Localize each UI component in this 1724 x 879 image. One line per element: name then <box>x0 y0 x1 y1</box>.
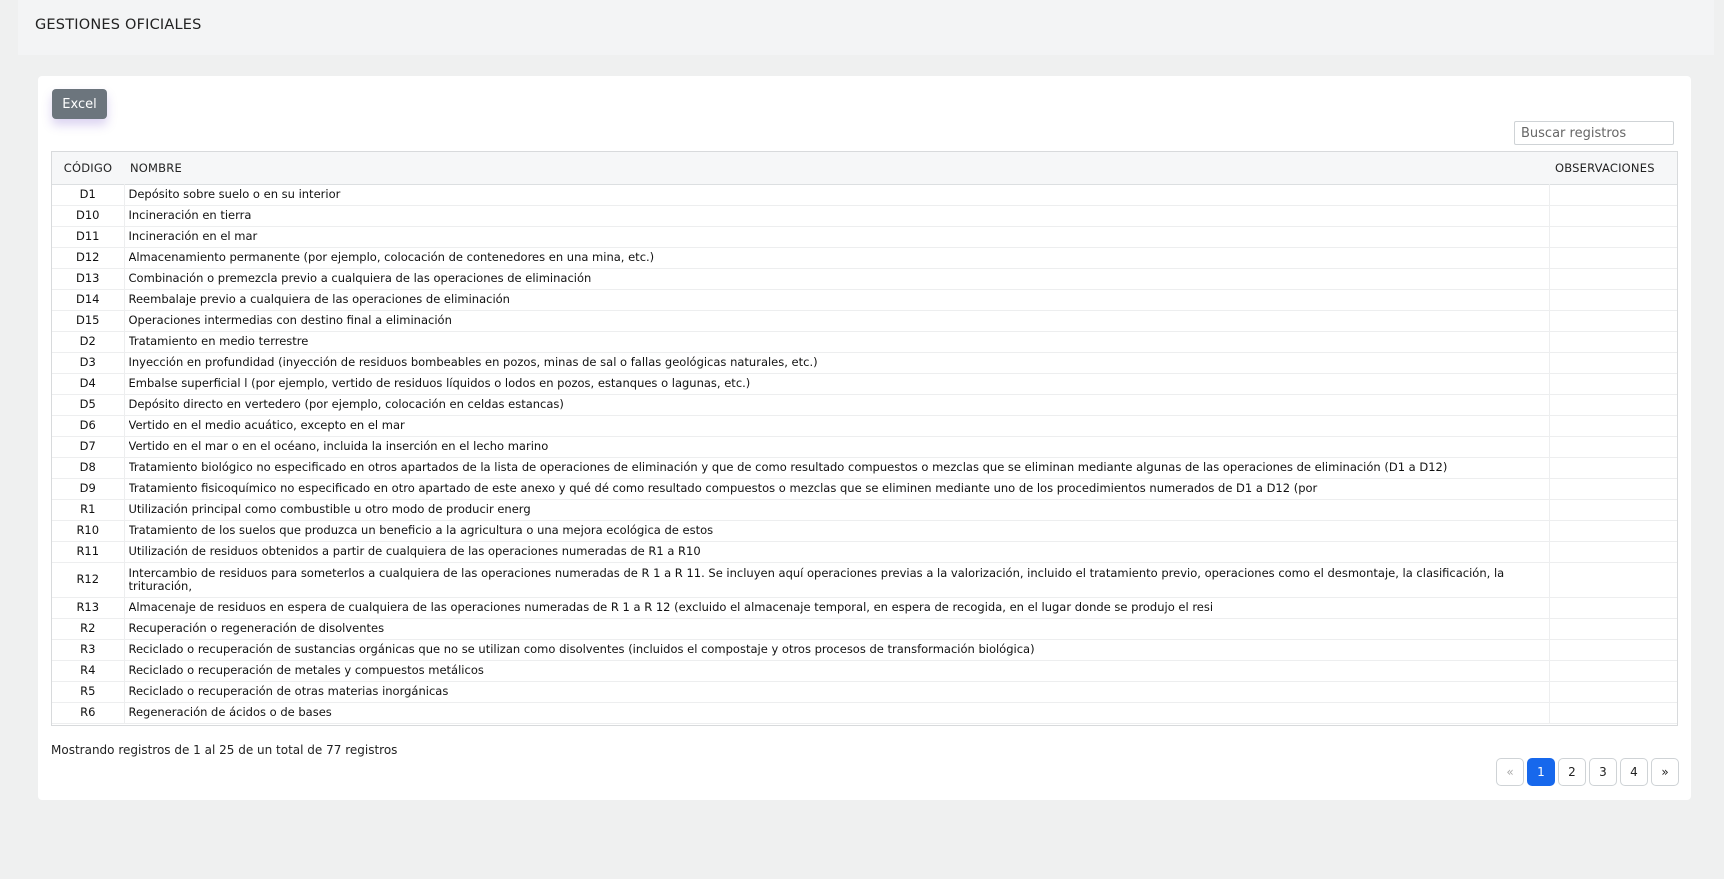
table-row[interactable] <box>52 541 1677 562</box>
table-row[interactable] <box>52 268 1677 289</box>
search-input[interactable] <box>1514 121 1674 145</box>
row-code-cell: R2 <box>52 618 124 639</box>
row-code-cell: D7 <box>52 436 124 457</box>
table-row[interactable] <box>52 205 1677 226</box>
table-row[interactable] <box>52 226 1677 247</box>
table-row[interactable] <box>52 639 1677 660</box>
table-body <box>52 184 1677 723</box>
table-row[interactable] <box>52 310 1677 331</box>
content-card <box>38 76 1691 800</box>
row-observations-cell <box>1549 457 1677 478</box>
row-name-cell: Reciclado o recuperación de metales y compuestos metálicos <box>124 660 1549 681</box>
row-code-cell: R1 <box>52 499 124 520</box>
row-code-cell: D10 <box>52 205 124 226</box>
row-observations-cell <box>1549 184 1677 205</box>
row-code-cell: D6 <box>52 415 124 436</box>
row-observations-cell <box>1549 268 1677 289</box>
row-observations-cell <box>1549 289 1677 310</box>
row-code-cell: R3 <box>52 639 124 660</box>
row-observations-cell <box>1549 618 1677 639</box>
pagination <box>1496 758 1679 786</box>
row-code-cell: D1 <box>52 184 124 205</box>
page-header <box>18 0 1714 55</box>
row-name-cell: Almacenamiento permanente (por ejemplo, colocación de contenedores en una mina, etc.) <box>124 247 1549 268</box>
row-observations-cell <box>1549 597 1677 618</box>
table-row[interactable] <box>52 331 1677 352</box>
row-code-cell: R5 <box>52 681 124 702</box>
row-code-cell: D13 <box>52 268 124 289</box>
table-row[interactable] <box>52 247 1677 268</box>
row-code-cell: D2 <box>52 331 124 352</box>
row-code-cell: D4 <box>52 373 124 394</box>
row-name-cell: Reciclado o recuperación de sustancias orgánicas que no se utilizan como disolventes (incluidos el compostaje y otros procesos de transformación biológica) <box>124 639 1549 660</box>
row-observations-cell <box>1549 373 1677 394</box>
pagination-page-2-button[interactable]: 2 <box>1558 758 1586 786</box>
table-row[interactable] <box>52 499 1677 520</box>
pagination-page-3-button[interactable]: 3 <box>1589 758 1617 786</box>
row-name-cell: Vertido en el mar o en el océano, incluida la inserción en el lecho marino <box>124 436 1549 457</box>
pagination-prev-button[interactable]: « <box>1496 758 1524 786</box>
row-code-cell: D15 <box>52 310 124 331</box>
row-code-cell: D3 <box>52 352 124 373</box>
row-name-cell: Tratamiento de los suelos que produzca un beneficio a la agricultura o una mejora ecológica de estos <box>124 520 1549 541</box>
records-table-container <box>51 151 1678 726</box>
pagination-page-4-button[interactable]: 4 <box>1620 758 1648 786</box>
row-code-cell: D12 <box>52 247 124 268</box>
row-code-cell: R11 <box>52 541 124 562</box>
row-name-cell: Incineración en el mar <box>124 226 1549 247</box>
row-observations-cell <box>1549 639 1677 660</box>
table-row[interactable] <box>52 436 1677 457</box>
column-header-code[interactable]: CÓDIGO <box>63 160 113 175</box>
row-name-cell: Vertido en el medio acuático, excepto en el mar <box>124 415 1549 436</box>
pagination-page-1-button[interactable]: 1 <box>1527 758 1555 786</box>
row-name-cell: Reembalaje previo a cualquiera de las operaciones de eliminación <box>124 289 1549 310</box>
column-header-name[interactable]: NOMBRE <box>130 160 182 175</box>
row-name-cell: Incineración en tierra <box>124 205 1549 226</box>
row-name-cell: Depósito sobre suelo o en su interior <box>124 184 1549 205</box>
table-row[interactable] <box>52 352 1677 373</box>
row-name-cell: Almacenaje de residuos en espera de cualquiera de las operaciones numeradas de R 1 a R 12 (excluido el almacenaje temporal, en espera de recogida, en el lugar donde se produjo el resi <box>124 597 1549 618</box>
row-code-cell: D5 <box>52 394 124 415</box>
records-info: Mostrando registros de 1 al 25 de un total de 77 registros <box>51 743 398 757</box>
column-header-observations[interactable]: OBSERVACIONES <box>1555 160 1655 175</box>
table-header-row <box>52 152 1677 184</box>
table-row[interactable] <box>52 415 1677 436</box>
row-observations-cell <box>1549 331 1677 352</box>
row-observations-cell <box>1549 205 1677 226</box>
row-observations-cell <box>1549 352 1677 373</box>
table-row[interactable] <box>52 373 1677 394</box>
row-observations-cell <box>1549 702 1677 723</box>
row-code-cell: R4 <box>52 660 124 681</box>
row-name-cell: Tratamiento fisicoquímico no especificado en otro apartado de este anexo y qué dé como resultado compuestos o mezclas que se eliminen mediante uno de los procedimientos numerados de D1 a D12 (por <box>124 478 1549 499</box>
table-row[interactable] <box>52 562 1677 597</box>
row-name-cell: Reciclado o recuperación de otras materias inorgánicas <box>124 681 1549 702</box>
row-observations-cell <box>1549 394 1677 415</box>
table-row[interactable] <box>52 681 1677 702</box>
table-row[interactable] <box>52 289 1677 310</box>
row-observations-cell <box>1549 681 1677 702</box>
table-row[interactable] <box>52 520 1677 541</box>
row-name-cell: Combinación o premezcla previo a cualquiera de las operaciones de eliminación <box>124 268 1549 289</box>
row-code-cell: D8 <box>52 457 124 478</box>
row-name-cell: Operaciones intermedias con destino final a eliminación <box>124 310 1549 331</box>
row-name-cell: Regeneración de ácidos o de bases <box>124 702 1549 723</box>
row-name-cell: Tratamiento en medio terrestre <box>124 331 1549 352</box>
row-code-cell: D9 <box>52 478 124 499</box>
row-name-cell: Utilización principal como combustible u otro modo de producir energ <box>124 499 1549 520</box>
excel-export-button[interactable]: Excel <box>52 89 107 119</box>
row-observations-cell <box>1549 415 1677 436</box>
row-name-cell: Embalse superficial l (por ejemplo, vertido de residuos líquidos o lodos en pozos, estanques o lagunas, etc.) <box>124 373 1549 394</box>
row-name-cell: Utilización de residuos obtenidos a partir de cualquiera de las operaciones numeradas de R1 a R10 <box>124 541 1549 562</box>
row-observations-cell <box>1549 226 1677 247</box>
table-row[interactable] <box>52 184 1677 205</box>
table-row[interactable] <box>52 660 1677 681</box>
row-observations-cell <box>1549 247 1677 268</box>
row-observations-cell <box>1549 541 1677 562</box>
table-row[interactable] <box>52 597 1677 618</box>
records-table <box>52 152 1677 724</box>
row-code-cell: R10 <box>52 520 124 541</box>
row-code-cell: D11 <box>52 226 124 247</box>
page-title: GESTIONES OFICIALES <box>35 17 202 33</box>
row-name-cell: Recuperación o regeneración de disolventes <box>124 618 1549 639</box>
row-code-cell: R13 <box>52 597 124 618</box>
row-observations-cell <box>1549 660 1677 681</box>
row-observations-cell <box>1549 520 1677 541</box>
row-code-cell: R6 <box>52 702 124 723</box>
row-observations-cell <box>1549 436 1677 457</box>
row-name-cell: Tratamiento biológico no especificado en otros apartados de la lista de operaciones de eliminación y que de como resultado compuestos o mezclas que se eliminan mediante algunas de las operaciones de eliminación (D1 a D12) <box>124 457 1549 478</box>
row-observations-cell <box>1549 562 1677 597</box>
row-observations-cell <box>1549 478 1677 499</box>
row-observations-cell <box>1549 499 1677 520</box>
table-row[interactable] <box>52 457 1677 478</box>
row-name-cell: Inyección en profundidad (inyección de residuos bombeables en pozos, minas de sal o fallas geológicas naturales, etc.) <box>124 352 1549 373</box>
row-name-cell: Intercambio de residuos para someterlos a cualquiera de las operaciones numeradas de R 1 a R 11. Se incluyen aquí operaciones previas a la valorización, incluido el tratamiento previo, operaciones como el desmontaje, la clasificación, la trituración, <box>124 562 1549 597</box>
table-row[interactable] <box>52 394 1677 415</box>
row-observations-cell <box>1549 310 1677 331</box>
table-row[interactable] <box>52 618 1677 639</box>
row-code-cell: R12 <box>52 562 124 597</box>
pagination-next-button[interactable]: » <box>1651 758 1679 786</box>
table-row[interactable] <box>52 702 1677 723</box>
row-name-cell: Depósito directo en vertedero (por ejemplo, colocación en celdas estancas) <box>124 394 1549 415</box>
table-row[interactable] <box>52 478 1677 499</box>
row-code-cell: D14 <box>52 289 124 310</box>
